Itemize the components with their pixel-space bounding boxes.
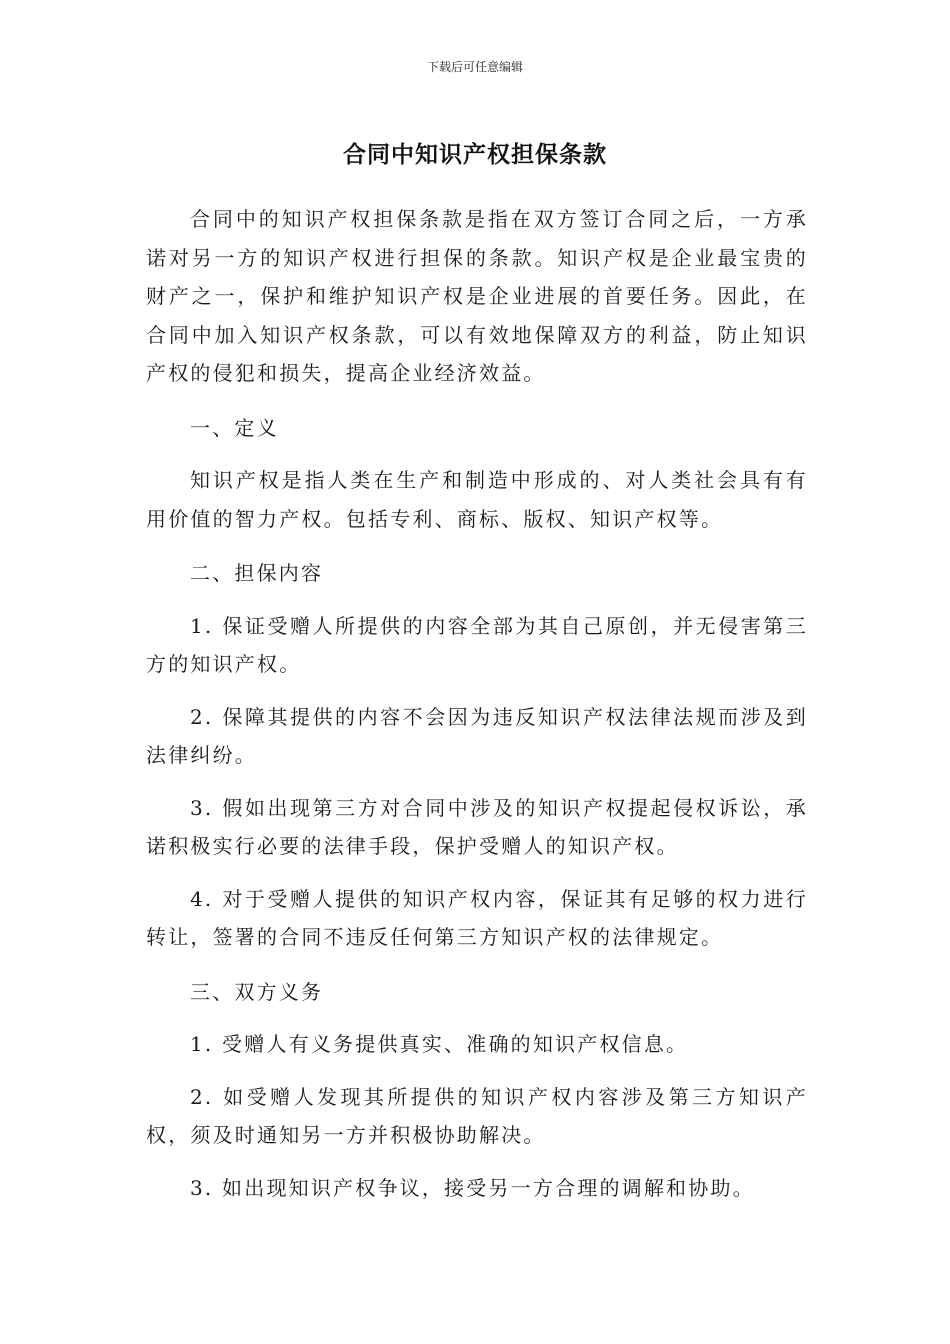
obligation-item: 3. 如出现知识产权争议，接受另一方合理的调解和协助。 [190,1175,755,1200]
guarantee-item: 4. 对于受赠人提供的知识产权内容，保证其有足够的权力进行转让，签署的合同不违反任何第三方知识产权的法律规定。 [146,886,808,949]
header-note: 下载后可任意编辑 [426,60,523,74]
obligation-item: 1. 受赠人有义务提供真实、准确的知识产权信息。 [190,1032,689,1056]
document-body [146,200,808,1207]
section-heading-definition: 一、定义 [190,415,279,440]
intro-paragraph: 合同中的知识产权担保条款是指在双方签订合同之后，一方承诺对另一方的知识产权进行担保的条款。知识产权是企业最宝贵的财产之一，保护和维护知识产权是企业进展的首要任务。因此，在合同中加入知识产权条款，可以有效地保障双方的利益，防止知识产权的侵犯和损失，提高企业经济效益。 [146,207,808,385]
document-title: 合同中知识产权担保条款 [343,142,607,168]
definition-paragraph: 知识产权是指人类在生产和制造中形成的、对人类社会具有有用价值的智力产权。包括专利、商标、版权、知识产权等。 [146,468,808,531]
guarantee-item: 2. 保障其提供的内容不会因为违反知识产权法律法规而涉及到法律纠纷。 [146,704,808,767]
guarantee-item: 1. 保证受赠人所提供的内容全部为其自己原创，并无侵害第三方的知识产权。 [146,613,808,676]
obligation-item: 2. 如受赠人发现其所提供的知识产权内容涉及第三方知识产权，须及时通知另一方并积极协助解决。 [146,1084,808,1147]
guarantee-item: 3. 假如出现第三方对合同中涉及的知识产权提起侵权诉讼，承诺积极实行必要的法律手段，保护受赠人的知识产权。 [146,795,808,858]
section-heading-guarantee: 二、担保内容 [190,561,324,585]
section-heading-obligations: 三、双方义务 [190,979,324,1004]
